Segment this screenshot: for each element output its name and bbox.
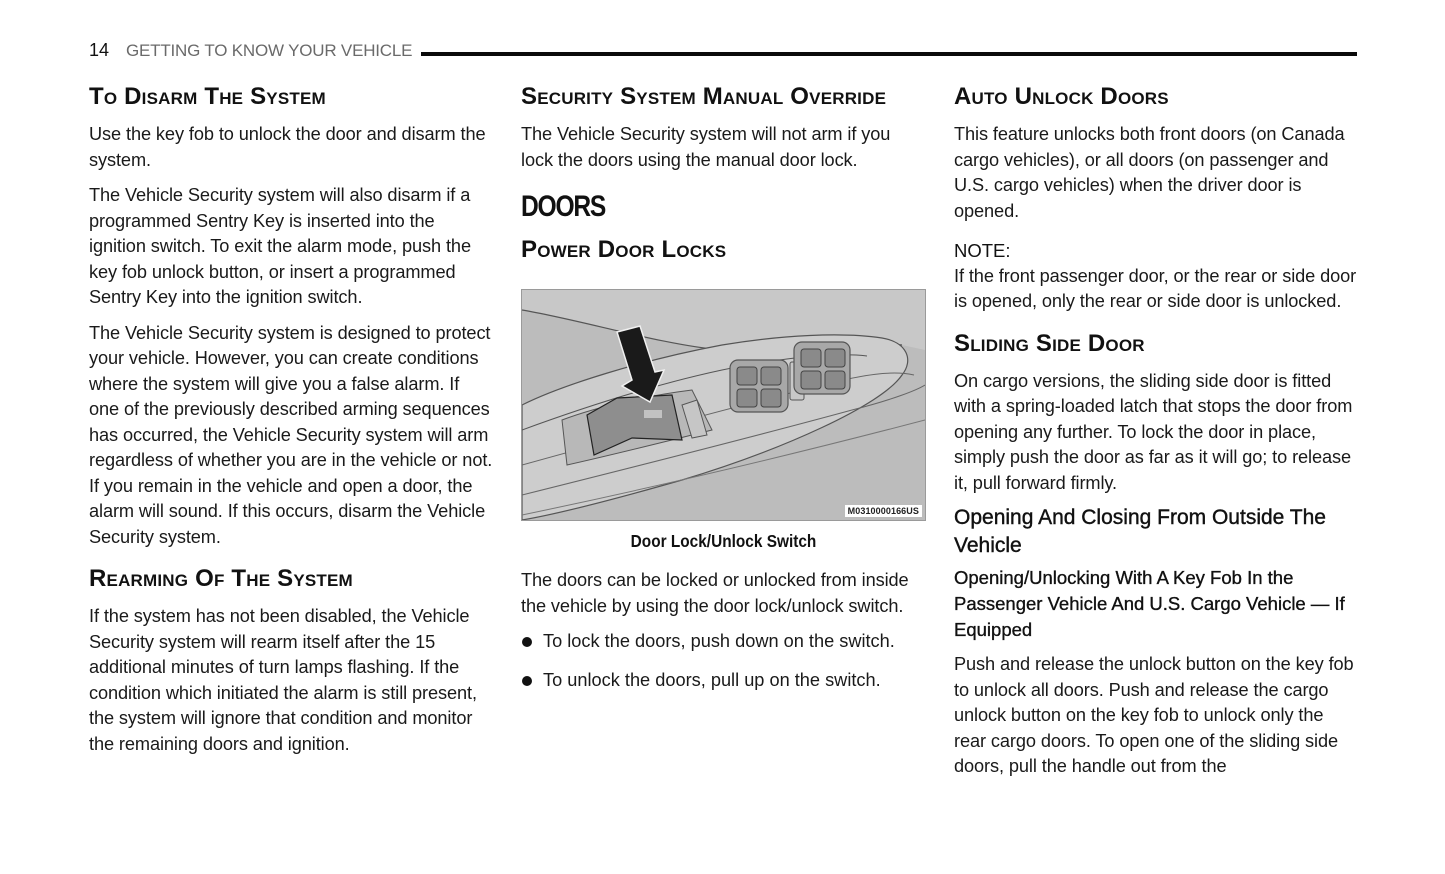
- section-heading-disarm: To Disarm The System: [89, 83, 326, 110]
- paragraph: The Vehicle Security system is designed to protect your vehicle. However, you can create conditions where the system will give you a false alarm. If one of the previously described arming sequences has occurred, the Vehicle Security system will arm regardless of whether you are in the vehicle or not. If you remain in the vehicle and open a door, the alarm will sound. If this occurs, disarm the Vehicle Security system.: [89, 322, 493, 547]
- header-rule: [421, 52, 1357, 56]
- column-2: [521, 82, 926, 706]
- figure-code: M0310000166US: [845, 505, 922, 517]
- section-heading-power-locks: Power Door Locks: [521, 236, 727, 263]
- subheading-outside: Opening And Closing From Outside The Vehicle: [954, 506, 1326, 557]
- column-1: [89, 82, 494, 757]
- list-item: To unlock the doors, pull up on the switch.: [521, 668, 926, 694]
- section-heading-sliding-door: Sliding Side Door: [954, 329, 1145, 357]
- paragraph: The Vehicle Security system will also disarm if a programmed Sentry Key is inserted into the ignition switch. To exit the alarm mode, push the key fob unlock button, or insert a programmed Sentry Key into the ignition switch.: [89, 185, 471, 307]
- page-header: [89, 38, 1357, 62]
- figure-caption: Door Lock/Unlock Switch: [630, 531, 817, 551]
- note-text: If the front passenger door, or the rear or side door is opened, only the rear or side door is unlocked.: [954, 265, 1357, 311]
- door-lock-switch-figure: [521, 289, 926, 521]
- page-number: 14: [89, 40, 110, 60]
- bullet-icon: [522, 676, 532, 686]
- chapter-title-doors: DOORS: [521, 190, 606, 223]
- section-heading-rearming: Rearming Of The System: [89, 565, 353, 592]
- paragraph: If the system has not been disabled, the Vehicle Security system will rearm itself after the 15 additional minutes of turn lamps flashing. If the condition which initiated the alarm is still present, the system will ignore that condition and monitor the remaining doors and ignition.: [89, 606, 477, 754]
- paragraph: This feature unlocks both front doors (on Canada cargo vehicles), or all doors (on passenger and U.S. cargo vehicles) when the driver door is opened.: [954, 124, 1345, 221]
- section-heading-auto-unlock: Auto Unlock Doors: [954, 83, 1169, 110]
- paragraph: The doors can be locked or unlocked from inside the vehicle by using the door lock/unlock switch.: [521, 570, 909, 616]
- list-item: To lock the doors, push down on the switch.: [521, 629, 926, 655]
- subsubheading-key-fob: Opening/Unlocking With A Key Fob In the Passenger Vehicle And U.S. Cargo Vehicle — If Equipped: [954, 567, 1345, 640]
- column-3: [954, 82, 1359, 780]
- paragraph: The Vehicle Security system will not arm if you lock the doors using the manual door lock.: [521, 124, 891, 170]
- paragraph: Push and release the unlock button on the key fob to unlock all doors. Push and release the cargo unlock button on the key fob to unlock only the rear cargo doors. To open one of the sliding side doors, pull the handle out from the: [954, 654, 1354, 776]
- door-panel-switch-illustration-icon: [522, 290, 925, 520]
- bullet-list: [521, 629, 926, 693]
- bullet-icon: [522, 637, 532, 647]
- note-label: NOTE:: [954, 240, 1011, 261]
- paragraph: On cargo versions, the sliding side door is fitted with a spring-loaded latch that stops the door from opening any further. To lock the door in place, simply push the door as far as it will go; to release it, pull forward firmly.: [954, 370, 1353, 493]
- running-title: GETTING TO KNOW YOUR VEHICLE: [126, 41, 413, 60]
- paragraph: Use the key fob to unlock the door and disarm the system.: [89, 124, 486, 170]
- section-heading-override: Security System Manual Override: [521, 83, 887, 110]
